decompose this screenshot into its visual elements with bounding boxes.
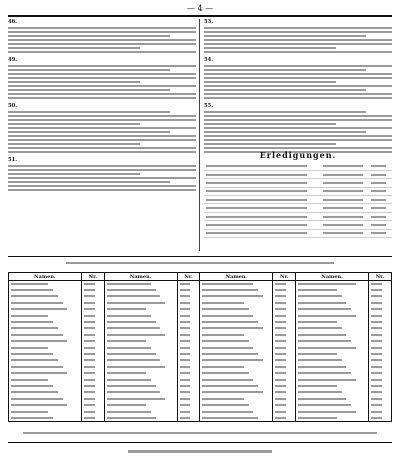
illegible-text-line	[8, 73, 196, 75]
illegible-text-line	[8, 81, 140, 83]
right-notice	[204, 103, 392, 153]
illegible-text-line	[204, 89, 366, 91]
illegible-text-line	[8, 177, 196, 179]
illegible-text-line	[204, 123, 336, 125]
illegible-text-line	[8, 139, 196, 141]
illegible-text-line	[204, 139, 392, 141]
illegible-text-line	[8, 39, 196, 41]
illegible-text-line	[204, 97, 392, 99]
illegible-text-line	[8, 85, 196, 87]
illegible-text-line	[204, 111, 366, 113]
illegible-text-line	[8, 151, 196, 153]
illegible-text-line	[8, 165, 196, 167]
erledigung-row	[204, 162, 392, 170]
illegible-text-line	[204, 35, 366, 37]
illegible-text-line	[8, 131, 170, 133]
illegible-text-line	[204, 51, 392, 53]
printer-line	[128, 450, 272, 453]
illegible-text-line	[204, 85, 392, 87]
illegible-text-line	[8, 77, 196, 79]
illegible-text-line	[8, 89, 170, 91]
erledigung-row	[204, 221, 392, 229]
illegible-text-line	[204, 115, 392, 117]
index-column-header: Nr.	[368, 273, 391, 281]
index-title	[8, 260, 392, 266]
index-column-header: Namen.	[200, 273, 273, 281]
left-notice	[8, 19, 196, 53]
illegible-text-line	[8, 97, 196, 99]
illegible-text-line	[204, 39, 392, 41]
notice-number: 51.	[8, 157, 18, 163]
illegible-text-line	[204, 77, 392, 79]
index-column-header: Nr.	[177, 273, 200, 281]
illegible-text-line	[204, 127, 392, 129]
left-notice	[8, 57, 196, 99]
illegible-text-line	[204, 43, 392, 45]
illegible-text-line	[8, 93, 196, 95]
index-column-header: Nr.	[81, 273, 104, 281]
page-number: — 4 —	[186, 4, 214, 13]
erledigung-row	[204, 196, 392, 204]
name-index-table	[8, 272, 392, 422]
left-notice	[8, 157, 196, 191]
index-footnote	[8, 428, 392, 437]
illegible-text-line	[8, 147, 196, 149]
erledigung-row	[204, 187, 392, 195]
left-notice	[8, 103, 196, 153]
illegible-text-line	[8, 43, 196, 45]
right-notice	[204, 57, 392, 99]
illegible-text-line	[8, 169, 196, 171]
index-column-header: Namen.	[104, 273, 177, 281]
erledigung-row	[204, 170, 392, 178]
erledigung-row	[204, 229, 392, 237]
illegible-text-line	[204, 69, 366, 71]
illegible-text-line	[8, 185, 196, 187]
notices-column-left	[8, 19, 196, 251]
illegible-text-line	[8, 143, 140, 145]
notice-number: 54.	[204, 57, 214, 63]
illegible-text-line	[8, 119, 196, 121]
illegible-text-line	[8, 181, 170, 183]
illegible-text-line	[8, 115, 196, 117]
index-column-header: Nr.	[273, 273, 296, 281]
illegible-text-line	[8, 47, 140, 49]
index-column-header: Namen.	[9, 273, 82, 281]
illegible-text-line	[204, 47, 336, 49]
illegible-text-line	[8, 127, 196, 129]
illegible-text-line	[204, 119, 392, 121]
illegible-text-line	[204, 31, 392, 33]
erledigungen-table	[204, 162, 392, 238]
section-title-erledigungen: Erledigungen.	[259, 150, 337, 160]
illegible-text-line	[8, 135, 196, 137]
notice-number: 50.	[8, 103, 18, 109]
index-column-header: Namen.	[296, 273, 369, 281]
illegible-text-line	[204, 27, 392, 29]
index-row	[9, 415, 392, 421]
notice-number: 55.	[204, 103, 214, 109]
erledigung-row	[204, 204, 392, 212]
illegible-text-line	[8, 189, 196, 191]
illegible-text-line	[8, 173, 140, 175]
right-notice	[204, 19, 392, 53]
section-rule	[8, 256, 392, 257]
illegible-text-line	[8, 31, 196, 33]
erledigung-row	[204, 179, 392, 187]
illegible-text-line	[204, 143, 336, 145]
illegible-text-line	[8, 69, 170, 71]
illegible-text-line	[8, 111, 170, 113]
illegible-text-line	[204, 131, 366, 133]
illegible-text-line	[8, 51, 196, 53]
illegible-text-line	[204, 93, 392, 95]
illegible-text-line	[204, 81, 336, 83]
erledigung-row	[204, 212, 392, 220]
illegible-text-line	[8, 123, 140, 125]
notice-number: 46.	[8, 19, 18, 25]
illegible-text-line	[204, 65, 392, 67]
column-divider	[199, 19, 200, 251]
illegible-text-line	[8, 27, 196, 29]
notice-number: 49.	[8, 57, 18, 63]
index-header-row	[9, 273, 392, 281]
illegible-text-line	[8, 65, 196, 67]
footer-rule	[8, 442, 392, 443]
illegible-text-line	[8, 35, 170, 37]
illegible-text-line	[204, 73, 392, 75]
notice-number: 53.	[204, 19, 214, 25]
masthead-rule	[8, 15, 392, 17]
illegible-text-line	[204, 147, 392, 149]
illegible-text-line	[204, 135, 392, 137]
newspaper-page	[8, 4, 392, 468]
